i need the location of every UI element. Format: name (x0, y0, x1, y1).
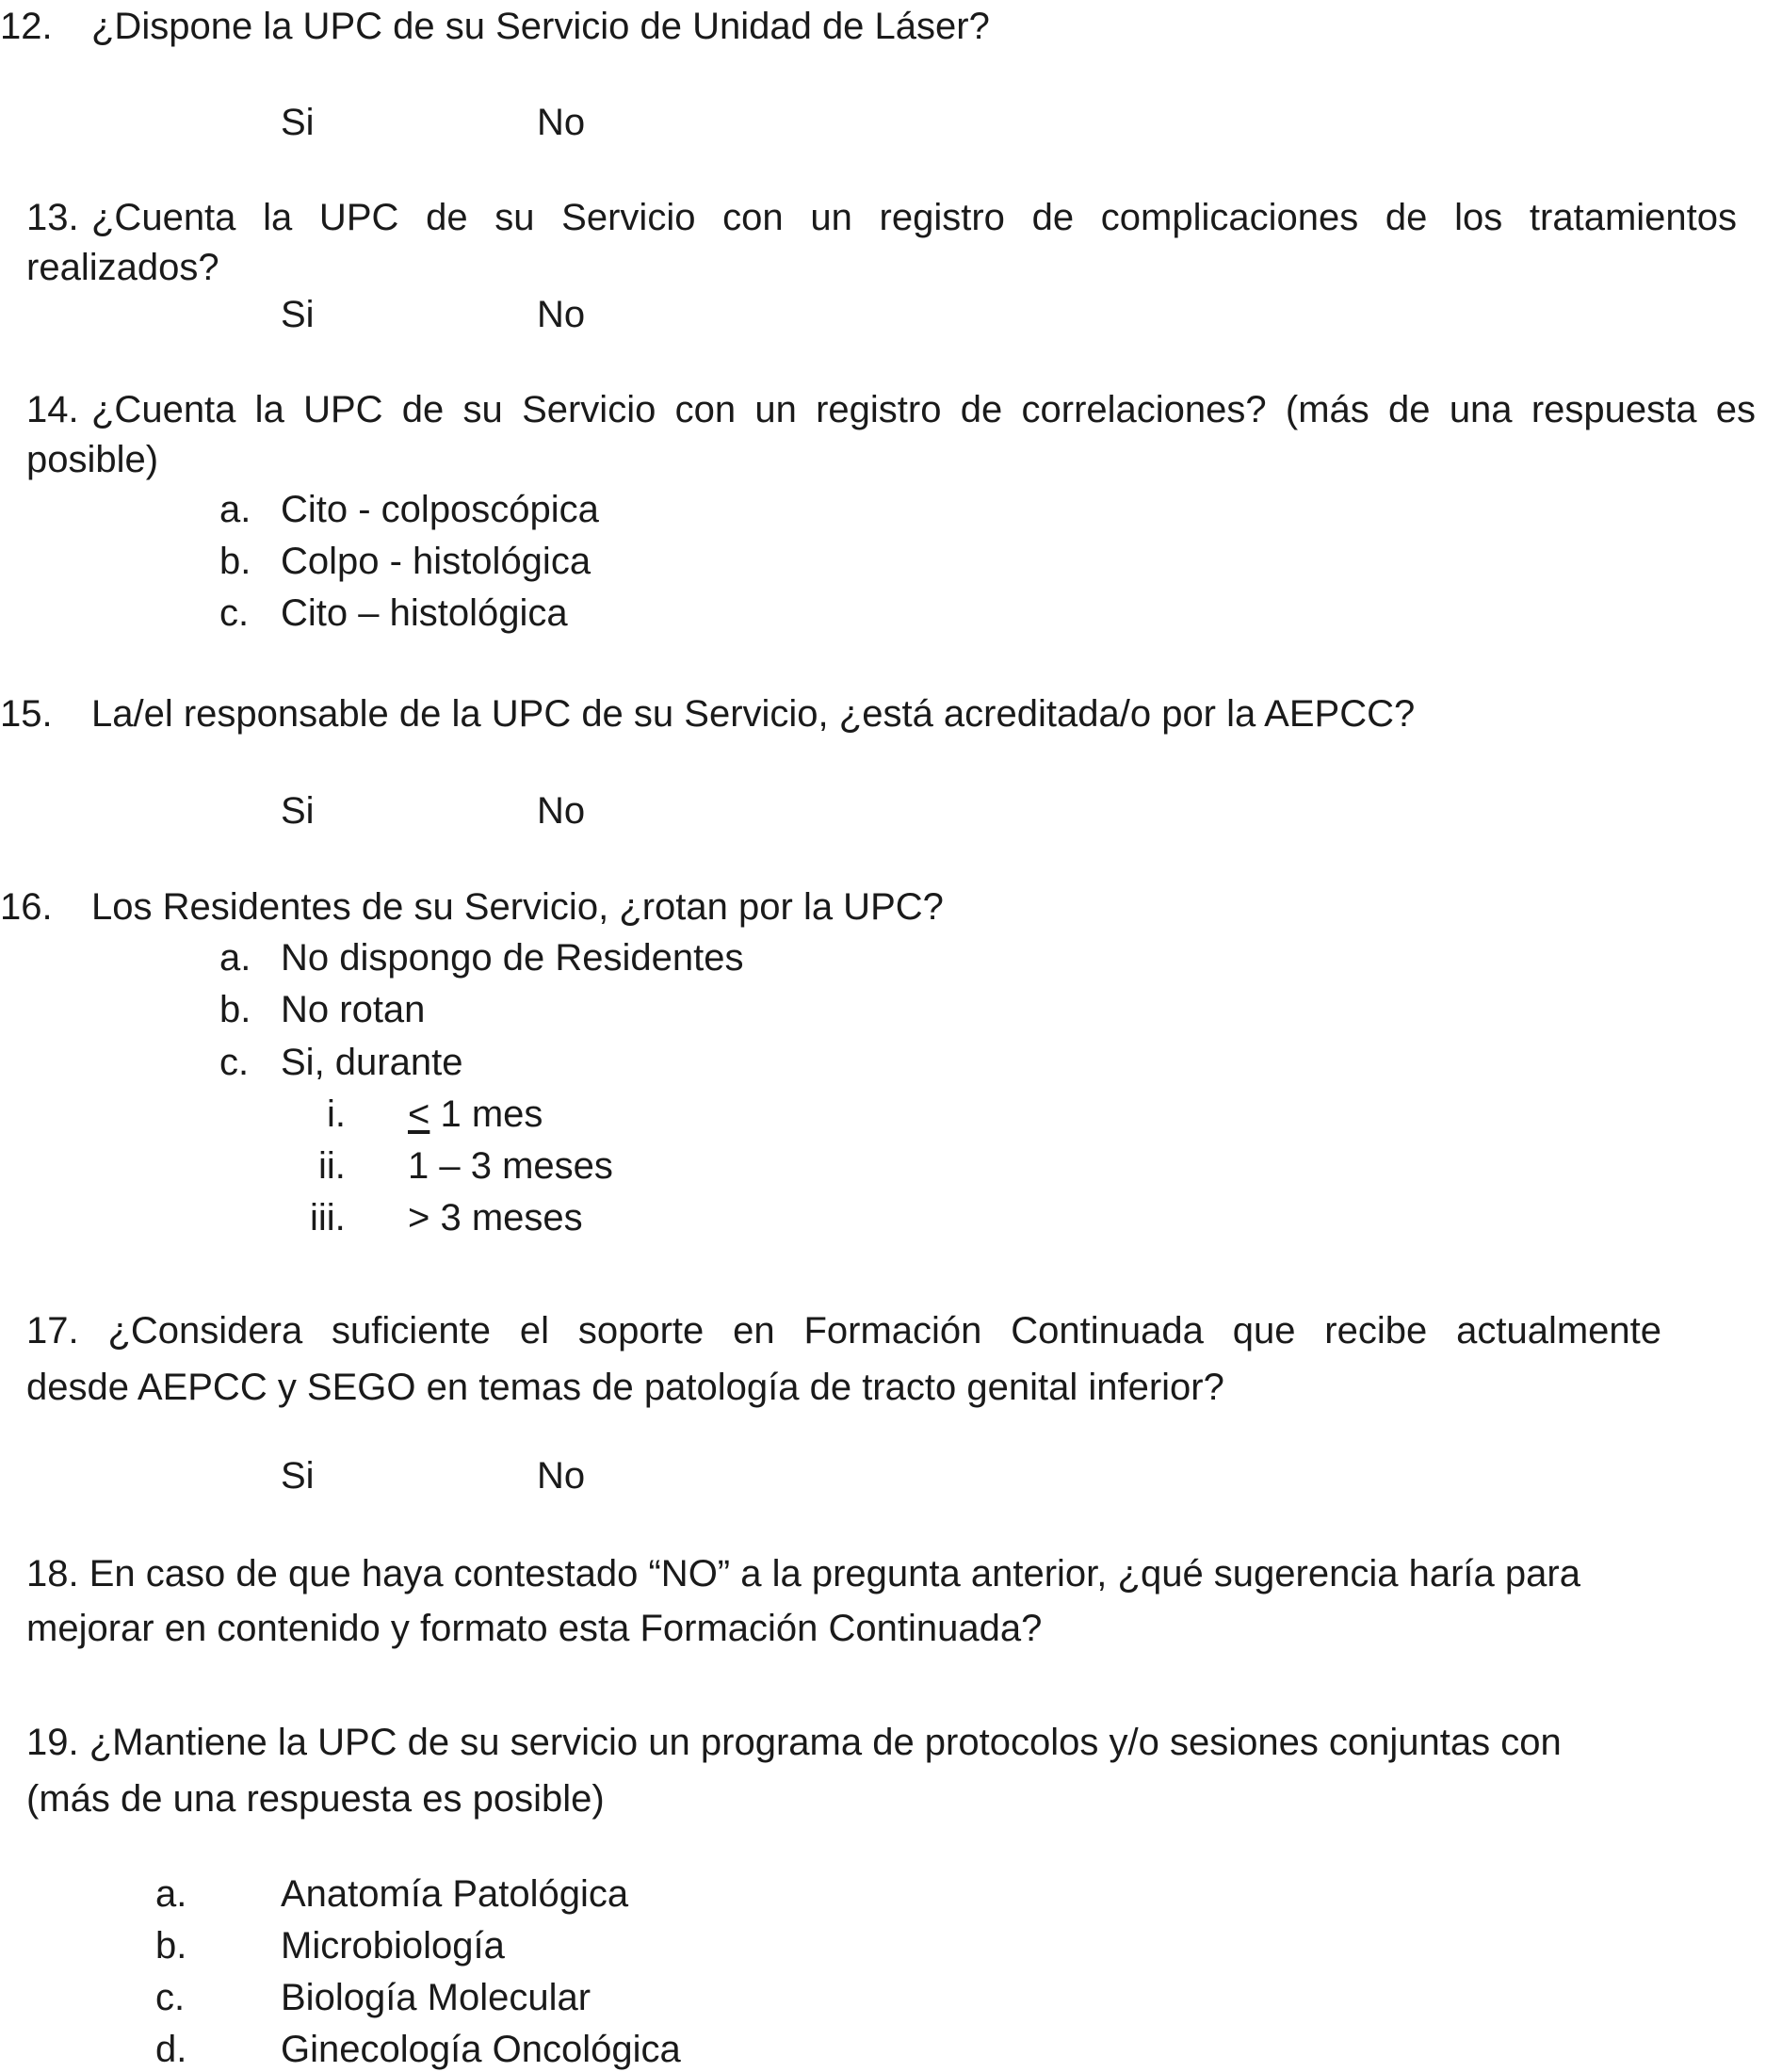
q12-number: 12. (0, 6, 53, 47)
q19-item-b-marker: b. (155, 1925, 187, 1967)
q13-text-line2: realizados? (26, 247, 219, 288)
q16-item-c-marker: c. (219, 1042, 250, 1083)
q16-subitem-i-marker: i. (327, 1093, 346, 1135)
q12-text: ¿Dispone la UPC de su Servicio de Unidad de Láser? (91, 6, 990, 47)
q17-option-no[interactable]: No (537, 1455, 586, 1497)
q14-number: 14. (26, 389, 79, 430)
q13-number: 13. (26, 197, 79, 238)
q16-item-a[interactable]: No dispongo de Residentes (281, 937, 744, 979)
q18-text-line1: 18. En caso de que haya contestado “NO” a la pregunta anterior, ¿qué sugerencia haría para (26, 1553, 1580, 1594)
q16-item-a-marker: a. (219, 937, 251, 979)
q16-text: Los Residentes de su Servicio, ¿rotan por la UPC? (91, 886, 944, 928)
q19-item-d[interactable]: Ginecología Oncológica (281, 2029, 681, 2070)
q13-option-no[interactable]: No (537, 294, 586, 335)
q16-number: 16. (0, 886, 53, 928)
q12-option-no[interactable]: No (537, 102, 586, 143)
q12-option-si[interactable]: Si (281, 102, 315, 143)
q19-item-b[interactable]: Microbiología (281, 1925, 505, 1967)
q14-item-c-marker: c. (219, 592, 250, 634)
q19-text-line1: 19. ¿Mantiene la UPC de su servicio un programa de protocolos y/o sesiones conjuntas con (26, 1722, 1562, 1763)
q16-item-b[interactable]: No rotan (281, 989, 426, 1030)
q16-item-b-marker: b. (219, 989, 251, 1030)
q14-item-a[interactable]: Cito - colposcópica (281, 489, 599, 530)
q14-item-c[interactable]: Cito – histológica (281, 592, 568, 634)
q13-text-line1: ¿Cuenta la UPC de su Servicio con un registro de complicaciones de los tratamientos (91, 197, 1737, 238)
q19-item-a-marker: a. (155, 1873, 187, 1915)
q15-number: 15. (0, 693, 53, 735)
less-or-equal-symbol: < (408, 1093, 430, 1135)
q16-item-c[interactable]: Si, durante (281, 1042, 463, 1083)
q17-option-si[interactable]: Si (281, 1455, 315, 1497)
q14-item-a-marker: a. (219, 489, 251, 530)
q17-text-line2: desde AEPCC y SEGO en temas de patología de tracto genital inferior? (26, 1367, 1224, 1408)
q16-subitem-ii[interactable]: 1 – 3 meses (408, 1145, 613, 1187)
q14-item-b-marker: b. (219, 541, 251, 582)
q14-item-b[interactable]: Colpo - histológica (281, 541, 591, 582)
q18-text-line2: mejorar en contenido y formato esta Formación Continuada? (26, 1608, 1043, 1649)
q19-item-a[interactable]: Anatomía Patológica (281, 1873, 629, 1915)
q16-subitem-i-text: 1 mes (429, 1093, 543, 1135)
q16-subitem-i[interactable] (408, 1095, 543, 1133)
q15-option-no[interactable]: No (537, 790, 586, 832)
q14-text-line1: ¿Cuenta la UPC de su Servicio con un registro de correlaciones? (más de una respuesta es (91, 389, 1756, 430)
q15-option-si[interactable]: Si (281, 790, 315, 832)
q15-text: La/el responsable de la UPC de su Servicio, ¿está acreditada/o por la AEPCC? (91, 693, 1416, 735)
q16-subitem-iii[interactable]: > 3 meses (408, 1197, 583, 1238)
q16-subitem-ii-marker: ii. (318, 1145, 346, 1187)
q19-item-c-marker: c. (155, 1977, 186, 2018)
q19-item-c[interactable]: Biología Molecular (281, 1977, 591, 2018)
q19-item-d-marker: d. (155, 2029, 187, 2070)
q17-text-line1: 17. ¿Considera suficiente el soporte en Formación Continuada que recibe actualmente (26, 1310, 1661, 1352)
q16-subitem-iii-marker: iii. (310, 1197, 346, 1238)
q13-option-si[interactable]: Si (281, 294, 315, 335)
q14-text-line2: posible) (26, 439, 159, 480)
q19-text-line2: (más de una respuesta es posible) (26, 1778, 605, 1820)
